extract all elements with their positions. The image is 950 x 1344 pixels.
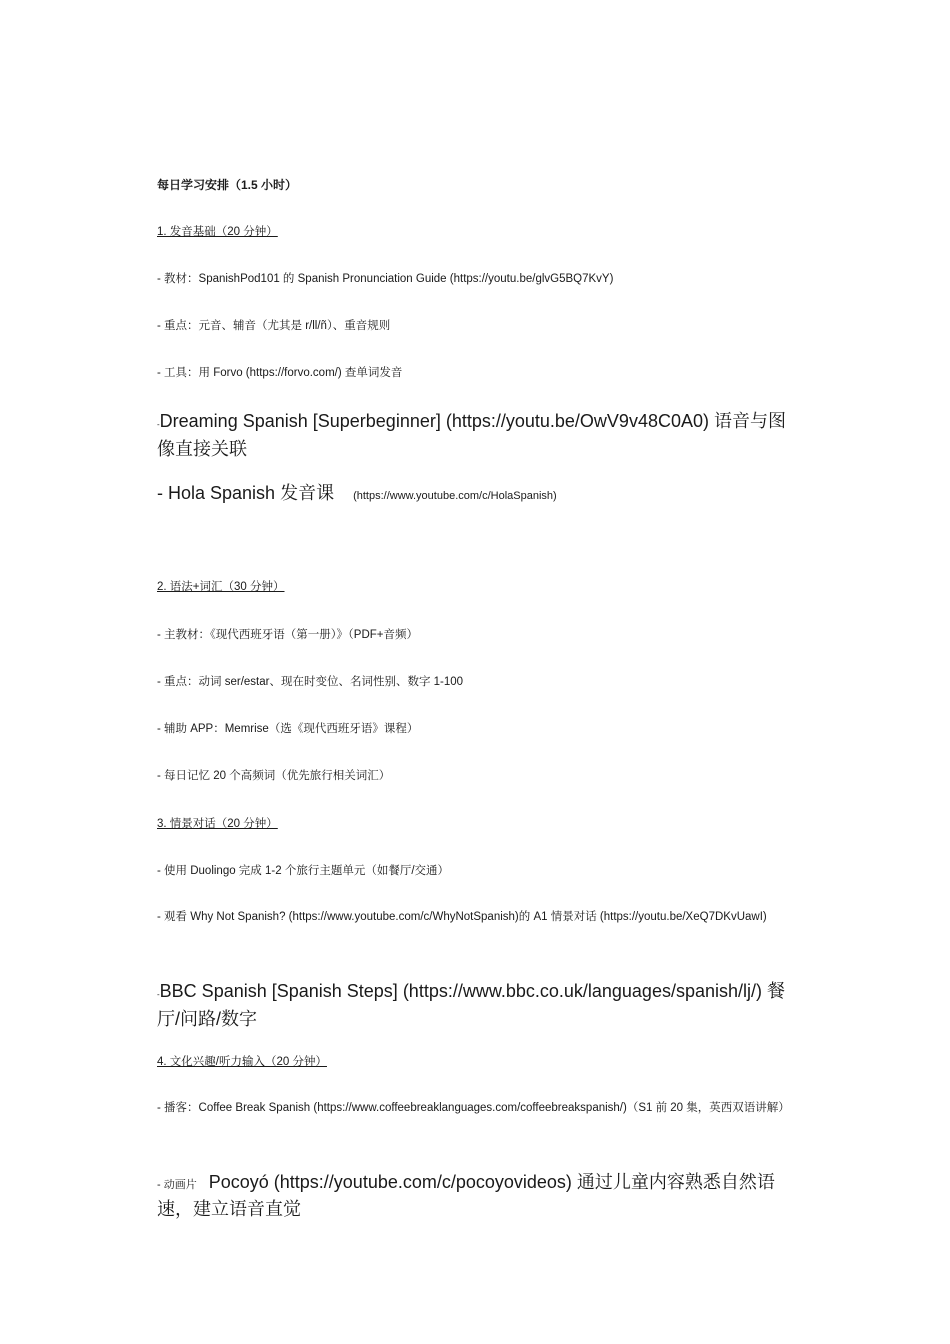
section-4-item-1: - 播客：Coffee Break Spanish (https://www.coffeebreaklanguages.com/coffeebreakspanish/)（S1 前 20 集，英西双语讲解） (157, 1102, 790, 1114)
section-1-heading: 1. 发音基础（20 分钟） (157, 226, 278, 238)
section-3-heading: 3. 情景对话（20 分钟） (157, 818, 278, 830)
doc-title: 每日学习安排（1.5 小时） (157, 178, 298, 192)
section-3-big-item (157, 979, 787, 1031)
bullet-prefix: - 动画片 (157, 1179, 197, 1191)
big-item-text: BBC Spanish [Spanish Steps] (https://www.bbc.co.uk/languages/spanish/lj/) 餐厅/问路/数字 (157, 981, 785, 1029)
big-item-text: - Hola Spanish 发音课 (157, 483, 335, 503)
section-1-item-3: - 工具：用 Forvo (https://forvo.com/) 查单词发音 (157, 367, 403, 379)
section-1-item-1: - 教材：SpanishPod101 的 Spanish Pronunciation Guide (https://youtu.be/glvG5BQ7KvY) (157, 273, 614, 285)
big-item-text: Dreaming Spanish [Superbeginner] (https://youtu.be/OwV9v48C0A0) 语音与图像直接关联 (157, 411, 786, 459)
section-1-item-2: - 重点：元音、辅音（尤其是 r/ll/ñ）、重音规则 (157, 320, 391, 332)
section-4-heading: 4. 文化兴趣/听力输入（20 分钟） (157, 1056, 327, 1068)
big-item-text: Pocoyó (https://youtube.com/c/pocoyovideos) 通过儿童内容熟悉自然语速，建立语音直觉 (157, 1172, 775, 1219)
section-2-item-4: - 每日记忆 20 个高频词（优先旅行相关词汇） (157, 770, 391, 782)
section-2-item-1: - 主教材：《现代西班牙语（第一册）》（PDF+音频） (157, 629, 418, 641)
bullet-prefix: - (157, 420, 160, 429)
section-2-item-2: - 重点：动词 ser/estar、现在时变位、名词性别、数字 1-100 (157, 676, 464, 688)
section-4-big-item (157, 1170, 787, 1221)
section-3-item-2: - 观看 Why Not Spanish? (https://www.youtube.com/c/WhyNotSpanish)的 A1 情景对话 (https://youtu.be/XeQ7DKvUawI) (157, 911, 767, 923)
section-2-item-3: - 辅助 APP：Memrise（选《现代西班牙语》课程） (157, 723, 419, 735)
section-1-big-item-2 (157, 481, 787, 508)
section-3-item-1: - 使用 Duolingo 完成 1-2 个旅行主题单元（如餐厅/交通） (157, 865, 450, 877)
section-2-heading: 2. 语法+词汇（30 分钟） (157, 581, 285, 593)
big-item-link: (https://www.youtube.com/c/HolaSpanish) (353, 490, 557, 502)
bullet-prefix: - (157, 990, 160, 999)
section-1-big-item-1 (157, 409, 787, 461)
